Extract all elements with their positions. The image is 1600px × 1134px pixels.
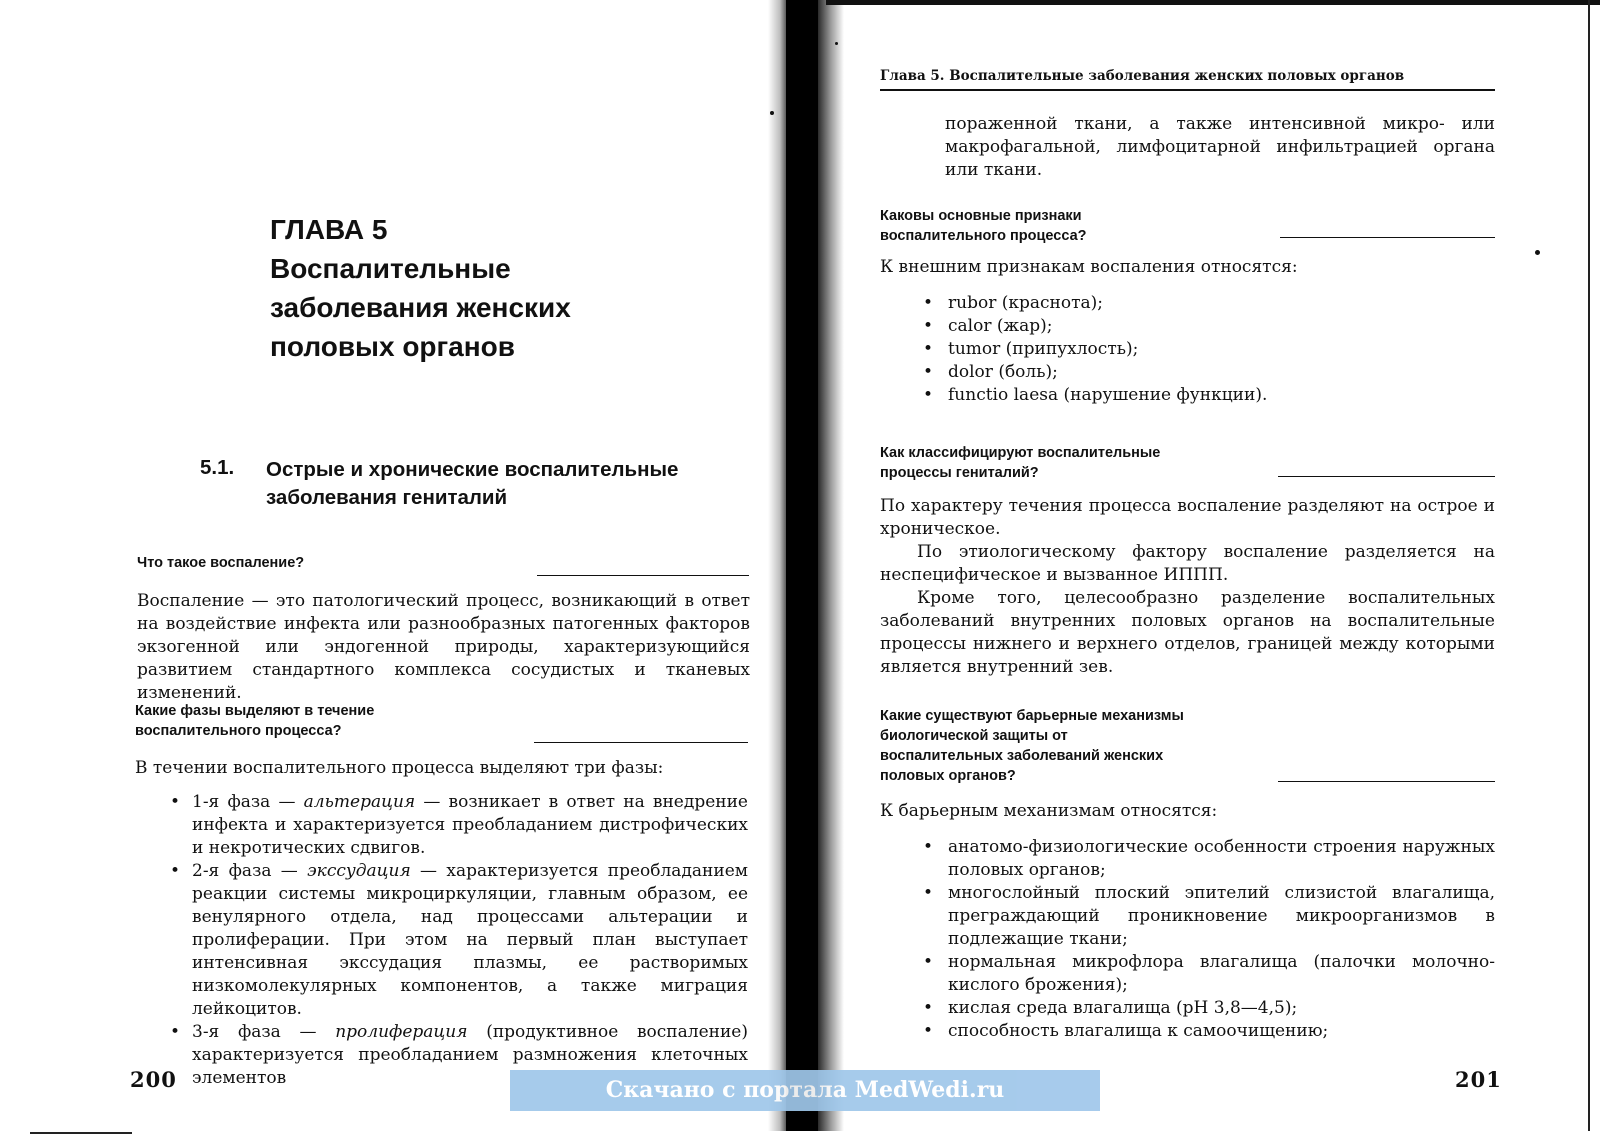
mechanisms-list [880,836,1495,1043]
list-item: • многослойный плоский эпителий слизистой влагалища, преграждающий проникновение микроорганизмов в подлежащие ткани; [880,882,1495,951]
chapter-title-line: заболевания женских [270,292,571,323]
answer-paragraph: По характеру течения процесса воспаление разделяют на острое и хроническое. [880,496,1495,539]
phase-list [135,791,748,1090]
question-line: воспалительного процесса? [135,723,342,739]
chapter-title-line: половых органов [270,331,515,362]
question-heading [135,701,374,741]
question-rule [537,575,749,576]
list-item: • calor (жар); [880,315,1495,338]
question-line: Каковы основные признаки [880,208,1082,224]
section-number: 5.1. [200,456,235,479]
scan-top-edge [826,0,1600,5]
list-item: • анатомо-физиологические особенности строения наружных половых органов; [880,836,1495,882]
question-heading [880,443,1160,483]
question-line: процессы гениталий? [880,465,1039,481]
question-line: Какие существуют барьерные механизмы [880,708,1184,724]
list-item: • нормальная микрофлора влагалища (палочки молочно-кислого брожения); [880,951,1495,997]
answer-paragraph: Воспаление — это патологический процесс, возникающий в ответ на воздействие инфекта или разнообразных патогенных факторов экзогенной или эндогенной природы, характеризующийся развитием стандартного комплекса сосудистых и тканевых изменений. [137,591,750,703]
answer-body [880,495,1495,679]
question-heading [880,206,1087,246]
question-heading [880,706,1184,786]
list-item: • dolor (боль); [880,361,1495,384]
watermark-banner: Скачано с портала MedWedi.ru [510,1070,1100,1111]
question-rule [1280,237,1495,238]
chapter-title-line: Воспалительные [270,253,511,284]
list-item: • functio laesa (нарушение функции). [880,384,1495,407]
signs-list [880,292,1495,407]
answer-paragraph: Кроме того, целесообразно разделение воспалительных заболеваний внутренних половых органов на воспалительные процессы нижнего и верхнего отделов, границей между которыми является внутренний зев. [880,588,1495,677]
list-item: • способность влагалища к самоочищению; [880,1020,1495,1043]
section-title: Острые и хронические воспалительные заболевания гениталий [266,458,679,509]
running-head-rule [880,89,1495,91]
question-line: Как классифицируют воспалительные [880,445,1161,461]
left-page [0,0,780,1131]
chapter-label: ГЛАВА 5 [270,214,388,245]
question-line: Какие фазы выделяют в течение [135,703,375,719]
answer-intro: В течении воспалительного процесса выделяют три фазы: [135,758,664,778]
list-item: • tumor (припухлость); [880,338,1495,361]
question-rule [1278,476,1495,477]
continuation-paragraph: пораженной ткани, а также интенсивной микро- или макрофагальной, лимфоцитарной инфильтрацией органа или ткани. [945,114,1495,180]
question-line: биологической защиты от [880,728,1068,744]
chapter-heading [270,210,571,366]
question-rule [1278,781,1495,782]
answer-intro: К внешним признакам воспаления относятся: [880,257,1298,277]
question-line: половых органов? [880,768,1016,784]
scan-right-edge [1588,0,1590,1131]
question-line: воспалительного процесса? [880,228,1087,244]
page-number: 201 [1455,1067,1502,1092]
list-item: • rubor (краснота); [880,292,1495,315]
list-item: • 2-я фаза — экссудация — характеризуется преобладанием реакции системы микроциркуляции, главным образом, ее венулярного отдела, над процессами альтерации и пролиферации. При этом на первый план выступает интенсивная экссудация плазмы, ее растворимых низкомолекулярных компонентов, а также миграция лейкоцитов. [135,860,748,1021]
page-number: 200 [130,1067,177,1092]
question-heading: Что такое воспаление? [137,555,305,571]
question-rule [534,742,748,743]
answer-paragraph: По этиологическому фактору воспаление разделяется на неспецифическое и вызванное ИППП. [880,542,1495,585]
running-head: Глава 5. Воспалительные заболевания женских половых органов [880,68,1405,84]
scan-speck [770,111,774,115]
list-item: • 3-я фаза — пролиферация (продуктивное воспаление) характеризуется преобладанием размножения клеточных элементов [135,1021,748,1090]
list-item: • 1-я фаза — альтерация — возникает в ответ на внедрение инфекта и характеризуется преобладанием дистрофических и некротических сдвигов. [135,791,748,860]
question-line: воспалительных заболеваний женских [880,748,1164,764]
list-item: • кислая среда влагалища (pH 3,8—4,5); [880,997,1495,1020]
scan-speck [835,42,838,45]
answer-intro: К барьерным механизмам относятся: [880,801,1218,821]
scan-speck [1535,250,1540,255]
